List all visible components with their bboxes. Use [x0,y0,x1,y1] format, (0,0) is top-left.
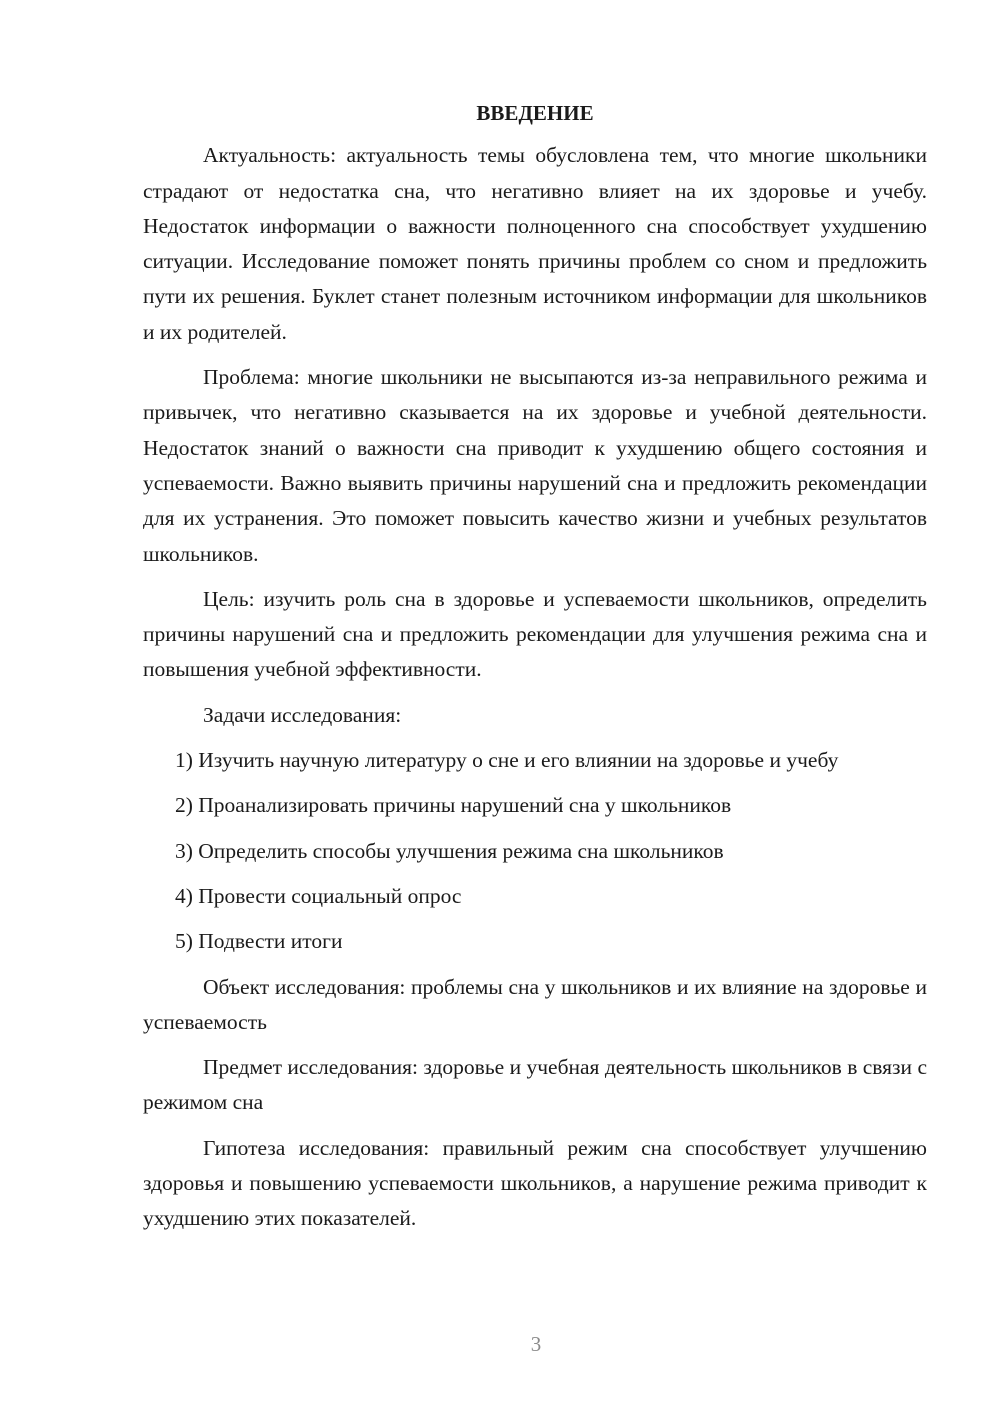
tasks-list [143,743,927,959]
list-item: 1) Изучить научную литературу о сне и его влиянии на здоровье и учебу [175,748,839,773]
list-item: 4) Провести социальный опрос [175,883,462,908]
relevance-paragraph: Актуальность: актуальность темы обусловлена тем, что многие школьники страдают от недостатка сна, что негативно влияет на их здоровье и учебу. Недостаток информации о важности полноценного сна способствует ухудшению ситуации. Исследование поможет понять причины проблем со сном и предложить пути их решения. Буклет станет полезным источником информации для школьников и их родителей. [143,143,927,344]
list-item: 3) Определить способы улучшения режима сна школьников [175,838,724,863]
problem-paragraph: Проблема: многие школьники не высыпаются из-за неправильного режима и привычек, что негативно сказывается на их здоровье и учебной деятельности. Недостаток знаний о важности сна приводит к ухудшению общего состояния и успеваемости. Важно выявить причины нарушений сна и предложить рекомендации для их устранения. Это поможет повысить качество жизни и учебных результатов школьников. [143,365,927,566]
tasks-heading: Задачи исследования: [203,702,402,727]
subject-paragraph: Предмет исследования: здоровье и учебная деятельность школьников в связи с режимом сна [143,1055,927,1115]
goal-paragraph: Цель: изучить роль сна в здоровье и успеваемости школьников, определить причины нарушений сна и предложить рекомендации для улучшения режима сна и повышения учебной эффективности. [143,586,927,682]
page-body [143,96,927,1247]
object-paragraph: Объект исследования: проблемы сна у школьников и их влияние на здоровье и успеваемость [143,974,927,1034]
list-item: 2) Проанализировать причины нарушений сна у школьников [175,793,732,818]
page-number: 3 [530,1332,542,1356]
list-item: 5) Подвести итоги [175,929,343,954]
page-title: ВВЕДЕНИЕ [476,101,594,125]
hypothesis-paragraph: Гипотеза исследования: правильный режим сна способствует улучшению здоровья и повышению успеваемости школьников, а нарушение режима приводит к ухудшению этих показателей. [143,1135,927,1231]
